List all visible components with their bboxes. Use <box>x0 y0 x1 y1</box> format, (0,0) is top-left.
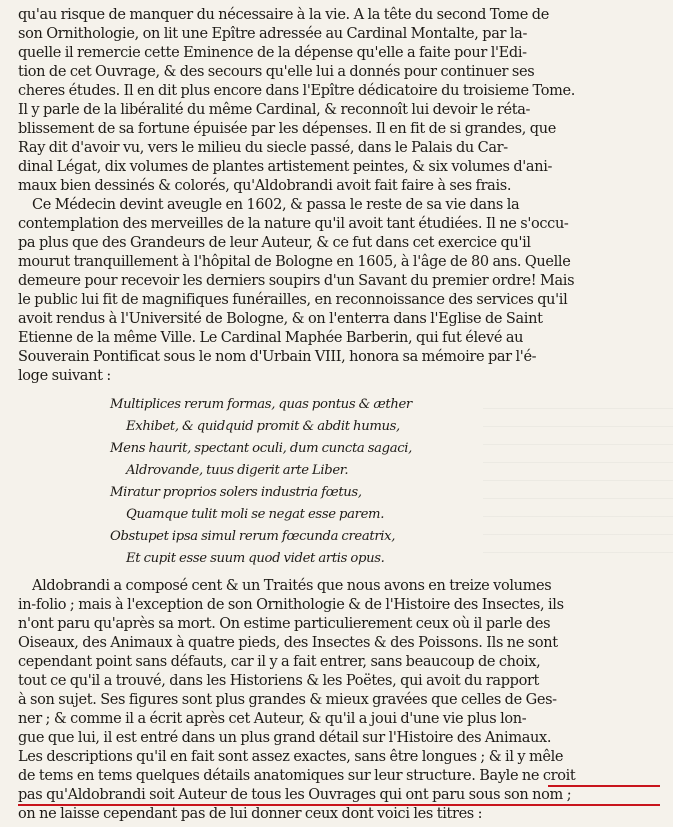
text-line: qu'au risque de manquer du nécessaire à la vie. A la tête du second Tome de <box>18 7 549 23</box>
text-line: on ne laisse cependant pas de lui donner ceux dont voici les titres : <box>18 806 483 822</box>
show-through-texture <box>483 408 673 558</box>
verse-line: Quamque tulit moli se negat esse parem. <box>126 507 385 522</box>
text-line: mourut tranquillement à l'hôpital de Bologne en 1605, à l'âge de 80 ans. Quelle <box>18 254 571 270</box>
text-line: avoit rendus à l'Université de Bologne, & on l'enterra dans l'Eglise de Saint <box>18 311 543 327</box>
text-line: tout ce qu'il a trouvé, dans les Historiens & les Poëtes, qui avoit du rapport <box>18 673 540 689</box>
text-line: Ray dit d'avoir vu, vers le milieu du siecle passé, dans le Palais du Car- <box>18 140 508 156</box>
text-line: demeure pour recevoir les derniers soupirs d'un Savant du premier ordre! Mais <box>18 273 575 289</box>
text-line: Souverain Pontificat sous le nom d'Urbain VIII, honora sa mémoire par l'é- <box>18 349 537 365</box>
text-line: cependant point sans défauts, car il y a fait entrer, sans beaucoup de choix, <box>18 654 541 670</box>
verse-line: Obstupet ipsa simul rerum fœcunda creatrix, <box>110 529 396 544</box>
text-line: ner ; & comme il a écrit après cet Auteur, & qu'il a joui d'une vie plus lon- <box>18 711 527 727</box>
text-line: pa plus que des Grandeurs de leur Auteur, & ce fut dans cet exercice qu'il <box>18 235 531 251</box>
text-line: Etienne de la même Ville. Le Cardinal Maphée Barberin, qui fut élevé au <box>18 330 524 346</box>
text-line: n'ont paru qu'après sa mort. On estime particulierement ceux où il parle des <box>18 616 551 632</box>
red-underline <box>18 804 660 806</box>
text-line: maux bien dessinés & colorés, qu'Aldobrandi avoit fait faire à ses frais. <box>18 178 512 194</box>
text-line: Il y parle de la libéralité du même Cardinal, & reconnoît lui devoir le réta- <box>18 102 531 118</box>
text-line: blissement de sa fortune épuisée par les dépenses. Il en fit de si grandes, que <box>18 121 556 137</box>
text-line: pas qu'Aldobrandi soit Auteur de tous les Ouvrages qui ont paru sous son nom ; <box>18 787 572 803</box>
text-line: quelle il remercie cette Eminence de la dépense qu'elle a faite pour l'Edi- <box>18 45 527 61</box>
text-line: Ce Médecin devint aveugle en 1602, & passa le reste de sa vie dans la <box>32 197 520 213</box>
verse-line: Exhibet, & quidquid promit & abdit humus, <box>126 419 400 434</box>
text-line: loge suivant : <box>18 368 111 384</box>
text-line: tion de cet Ouvrage, & des secours qu'elle lui a donnés pour continuer ses <box>18 64 535 80</box>
verse-line: Miratur proprios solers industria fœtus, <box>110 485 362 500</box>
red-underline <box>548 785 660 787</box>
text-line: de tems en tems quelques détails anatomiques sur leur structure. Bayle ne croit <box>18 768 576 784</box>
text-line: le public lui fit de magnifiques funérailles, en reconnoissance des services qu'il <box>18 292 568 308</box>
verse-line: Multiplices rerum formas, quas pontus & æther <box>110 397 412 412</box>
text-line: in-folio ; mais à l'exception de son Ornithologie & de l'Histoire des Insectes, ils <box>18 597 564 613</box>
verse-line: Aldrovande, tuus digerit arte Liber. <box>126 463 349 478</box>
text-line: à son sujet. Ses figures sont plus grandes & mieux gravées que celles de Ges- <box>18 692 557 708</box>
text-line: gue que lui, il est entré dans un plus grand détail sur l'Histoire des Animaux. <box>18 730 552 746</box>
text-line: son Ornithologie, on lit une Epître adressée au Cardinal Montalte, par la- <box>18 26 528 42</box>
text-line: dinal Légat, dix volumes de plantes artistement peintes, & six volumes d'ani- <box>18 159 553 175</box>
verse-line: Mens haurit, spectant oculi, dum cuncta sagaci, <box>110 441 413 456</box>
text-line: contemplation des merveilles de la nature qu'il avoit tant étudiées. Il ne s'occu- <box>18 216 569 232</box>
text-line: Oiseaux, des Animaux à quatre pieds, des Insectes & des Poissons. Ils ne sont <box>18 635 558 651</box>
text-line: cheres études. Il en dit plus encore dans l'Epître dédicatoire du troisieme Tome. <box>18 83 576 99</box>
text-line: Les descriptions qu'il en fait sont assez exactes, sans être longues ; & il y mêle <box>18 749 564 765</box>
verse-line: Et cupit esse suum quod videt artis opus. <box>126 551 385 566</box>
text-line: Aldobrandi a composé cent & un Traités que nous avons en treize volumes <box>32 578 552 594</box>
